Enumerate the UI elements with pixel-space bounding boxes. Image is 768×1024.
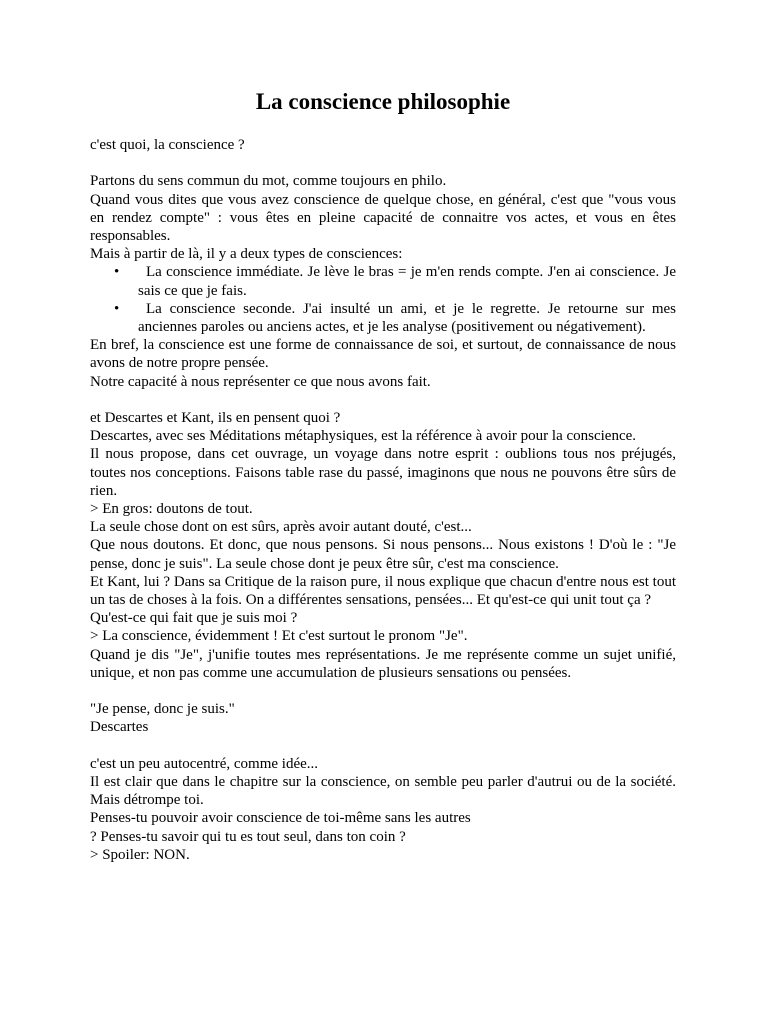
paragraph: > En gros: doutons de tout. bbox=[90, 501, 253, 518]
paragraph: Quand vous dites que vous avez conscience de quelque chose, en général, c'est que "vous vous en rendez compte" : vous êtes en pleine capacité de connaitre vos actes, et vous en êtes responsables. bbox=[90, 191, 676, 244]
section-heading-autrui: c'est un peu autocentré, comme idée... bbox=[90, 755, 319, 772]
list-item bbox=[90, 263, 676, 299]
blank-line bbox=[90, 682, 676, 700]
bullet-icon: • bbox=[114, 264, 120, 281]
list-item-text: La conscience immédiate. Je lève le bras = je m'en rends compte. J'en ai conscience. Je sais ce que je fais. bbox=[138, 264, 676, 299]
list-item-text: La conscience seconde. J'ai insulté un ami, et je le regrette. Je retourne sur mes anciennes paroles ou anciens actes, et je les analyse (positivement ou négativement). bbox=[138, 300, 676, 336]
paragraph: Quand je dis "Je", j'unifie toutes mes représentations. Je me représente comme un sujet unifié, unique, et non pas comme une accumulation de plusieurs sensations ou pensées. bbox=[90, 646, 676, 681]
paragraph: Descartes, avec ses Méditations métaphysiques, est la référence à avoir pour la conscience. bbox=[90, 428, 637, 445]
paragraph: Qu'est-ce qui fait que je suis moi ? bbox=[90, 610, 298, 627]
paragraph: Mais à partir de là, il y a deux types de consciences: bbox=[90, 246, 403, 263]
quote: "Je pense, donc je suis." bbox=[90, 701, 235, 718]
paragraph: Notre capacité à nous représenter ce que nous avons fait. bbox=[90, 373, 431, 390]
paragraph: > Spoiler: NON. bbox=[90, 846, 190, 863]
paragraph: Il est clair que dans le chapitre sur la conscience, on semble peu parler d'autrui ou de la société. Mais détrompe toi. bbox=[90, 774, 676, 809]
blank-line bbox=[90, 737, 676, 755]
paragraph: En bref, la conscience est une forme de connaissance de soi, et surtout, de connaissance de nous avons de notre propre pensée. bbox=[90, 337, 676, 372]
paragraph: Et Kant, lui ? Dans sa Critique de la raison pure, il nous explique que chacun d'entre nous est tout un tas de choses à la fois. On a différentes sensations, pensées... Et qu'est-ce qui unit tout ça ? bbox=[90, 573, 676, 609]
paragraph: Penses-tu pouvoir avoir conscience de toi-même sans les autres bbox=[90, 810, 471, 827]
paragraph: Que nous doutons. Et donc, que nous pensons. Si nous pensons... Nous existons ! D'où le : "Je pense, donc je suis". La seule chose dont je peux être sûr, c'est ma conscience. bbox=[90, 537, 676, 572]
section-heading-definition: c'est quoi, la conscience ? bbox=[90, 137, 245, 153]
section-heading-descartes-kant: et Descartes et Kant, ils en pensent quoi ? bbox=[90, 410, 341, 427]
bullet-list bbox=[90, 263, 676, 336]
paragraph: Il nous propose, dans cet ouvrage, un voyage dans notre esprit : oublions tous nos préjugés, toutes nos conceptions. Faisons table rase du passé, imaginons que nous ne pouvons être sûrs de rien. bbox=[90, 446, 676, 499]
paragraph: La seule chose dont on est sûrs, après avoir autant douté, c'est... bbox=[90, 519, 472, 536]
blank-line bbox=[90, 154, 676, 172]
paragraph: Partons du sens commun du mot, comme toujours en philo. bbox=[90, 173, 447, 190]
document-title: La conscience philosophie bbox=[255, 89, 511, 114]
bullet-icon: • bbox=[114, 300, 120, 317]
document-page bbox=[90, 88, 676, 864]
paragraph: > La conscience, évidemment ! Et c'est surtout le pronom "Je". bbox=[90, 628, 468, 645]
paragraph: ? Penses-tu savoir qui tu es tout seul, dans ton coin ? bbox=[90, 828, 406, 845]
quote-author: Descartes bbox=[90, 719, 149, 736]
blank-line bbox=[90, 391, 676, 409]
list-item bbox=[90, 300, 676, 336]
